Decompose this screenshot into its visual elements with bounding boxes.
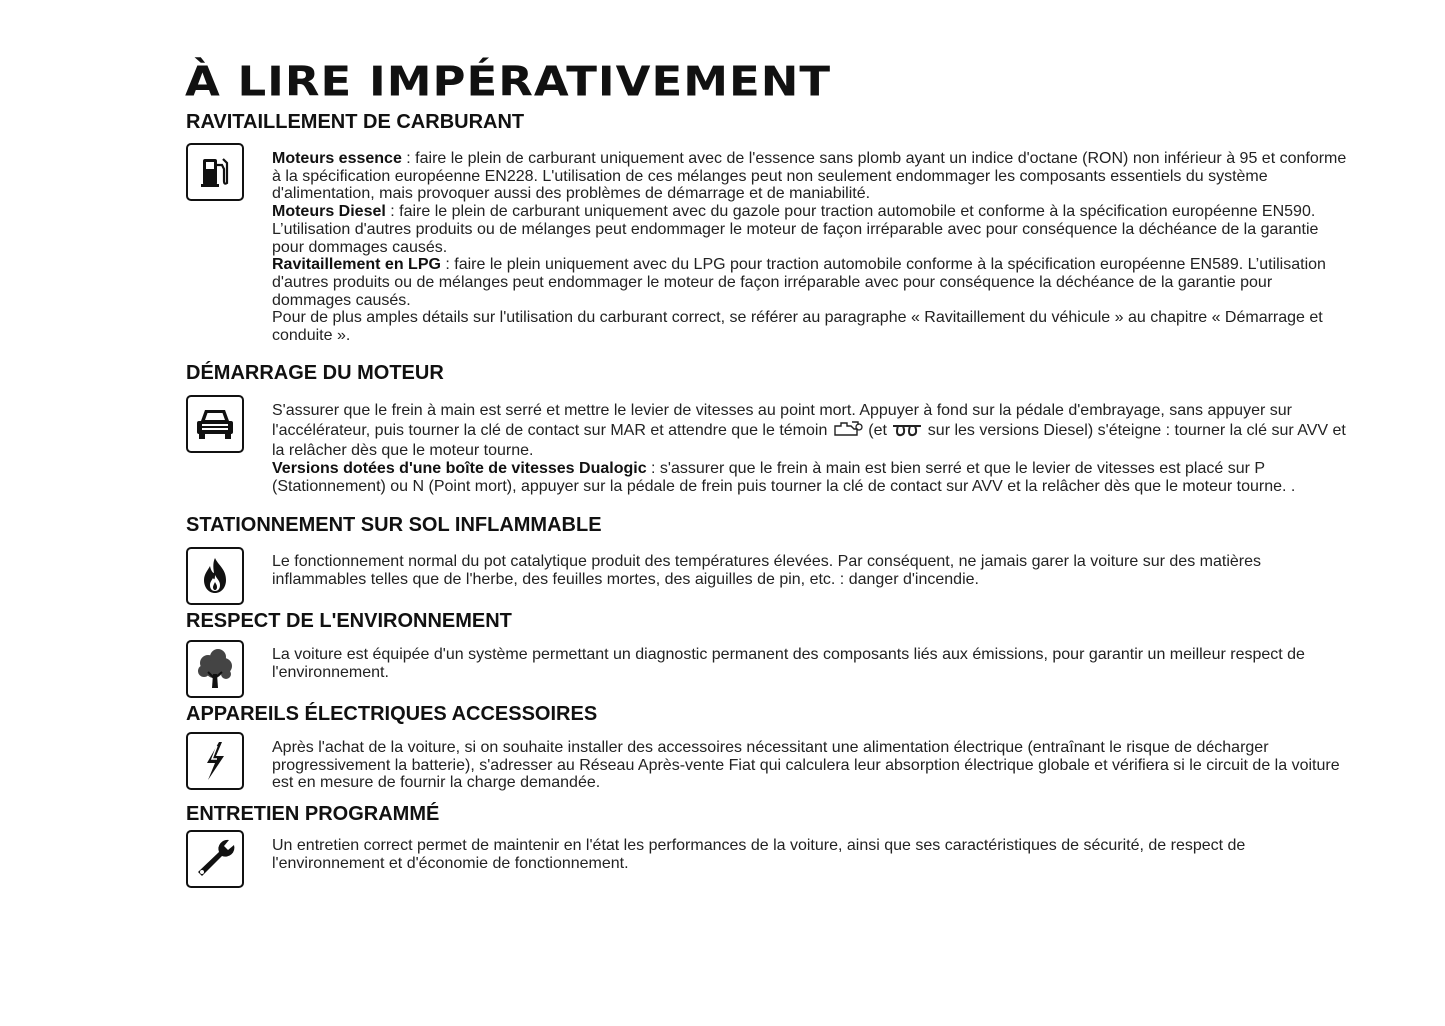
section-title-parking: STATIONNEMENT SUR SOL INFLAMMABLE	[186, 514, 602, 536]
section-body-start	[272, 402, 1347, 496]
page-title: À LIRE IMPÉRATIVEMENT	[185, 56, 832, 106]
section-body-parking	[272, 553, 1347, 588]
tree-icon	[186, 640, 244, 698]
start-dualogic-label: Versions dotées d'une boîte de vitesses Dualogic	[272, 460, 647, 478]
section-body-fuel	[272, 150, 1347, 345]
section-title-start: DÉMARRAGE DU MOTEUR	[186, 362, 444, 384]
fuel-details-text: Pour de plus amples détails sur l'utilisation du carburant correct, se référer au paragraphe « Ravitaillement du véhicule » au chapitre « Démarrage et conduite ».	[272, 309, 1323, 345]
fuel-pump-icon	[186, 143, 244, 201]
fuel-diesel-label: Moteurs Diesel	[272, 203, 386, 221]
environment-text: La voiture est équipée d'un système permettant un diagnostic permanent des composants liés aux émissions, pour garantir un meilleur respect de l'environnement.	[272, 646, 1305, 681]
section-title-environment: RESPECT DE L'ENVIRONNEMENT	[186, 610, 512, 632]
parking-text: Le fonctionnement normal du pot catalytique produit des températures élevées. Par conséquent, ne jamais garer la voiture sur des matières inflammables telles que de l'herbe, des feuilles mortes, des aiguilles de pin, etc. : danger d'incendie.	[272, 553, 1261, 588]
lightning-icon	[186, 732, 244, 790]
fuel-lpg-label: Ravitaillement en LPG	[272, 256, 441, 274]
section-title-maintenance: ENTRETIEN PROGRAMMÉ	[186, 803, 440, 825]
engine-warning-icon	[832, 420, 864, 443]
fuel-diesel-text: : faire le plein de carburant uniquement avec du gazole pour traction automobile et conforme à la spécification européenne EN590. L’utilisation d'autres produits ou de mélanges peut endommager le moteur de façon irréparable avec pour conséquence la déchéance de la garantie pour dommages causés.	[272, 203, 1319, 256]
section-body-environment	[272, 646, 1347, 681]
car-front-icon	[186, 395, 244, 453]
maintenance-text: Un entretien correct permet de maintenir en l'état les performances de la voiture, ainsi que ses caractéristiques de sécurité, de respect de l'environnement et d'économie de fonctionnement.	[272, 837, 1246, 872]
section-body-maintenance	[272, 837, 1347, 872]
glow-plug-icon	[891, 422, 923, 443]
fuel-lpg-text: : faire le plein uniquement avec du LPG pour traction automobile conforme à la spécification européenne EN589. L’utilisation d'autres produits ou de mélanges peut endommager le moteur de façon irréparable avec pour conséquence la déchéance de la garantie pour dommages causés.	[272, 256, 1326, 309]
flame-icon	[186, 547, 244, 605]
fuel-gasoline-text: : faire le plein de carburant uniquement avec de l'essence sans plomb ayant un indice d'octane (RON) non inférieur à 95 et conforme à la spécification européenne EN228. L'utilisation de ces mélanges peut non seulement endommager les composants essentiels du système d'alimentation, mais provoquer aussi des problèmes de démarrage et de maniabilité.	[272, 150, 1347, 203]
section-title-electrical: APPAREILS ÉLECTRIQUES ACCESSOIRES	[186, 703, 598, 725]
start-text-c: sur les versions Diesel) s'éteigne : tourner la clé sur AVV et la relâcher dès que le moteur tourne.	[272, 421, 1346, 460]
electrical-text: Après l'achat de la voiture, si on souhaite installer des accessoires nécessitant une alimentation électrique (entraînant le risque de décharger progressivement la batterie), s'adresser au Réseau Après-vente Fiat qui calculera leur absorption électrique globale et vérifiera si le circuit de la voiture est en mesure de fournir la charge demandée.	[272, 739, 1340, 792]
section-body-electrical	[272, 739, 1347, 792]
wrench-icon	[186, 830, 244, 888]
fuel-gasoline-label: Moteurs essence	[272, 150, 402, 167]
start-text-a: S'assurer que le frein à main est serré et mettre le levier de vitesses au point mort. Appuyer à fond sur la pédale d'embrayage, sans appuyer sur l'accélérateur, puis tourner la clé de contact sur MAR et attendre que le témoin	[272, 402, 1292, 439]
start-dualogic-text: : s'assurer que le frein à main est bien serré et que le levier de vitesses est placé sur P (Stationnement) ou N (Point mort), appuyer sur la pédale de frein puis tourner la clé de contact sur AVV et la relâcher dès que le moteur tourne. .	[272, 460, 1296, 495]
start-text-b: (et	[863, 421, 892, 439]
section-title-fuel: RAVITAILLEMENT DE CARBURANT	[186, 111, 525, 133]
